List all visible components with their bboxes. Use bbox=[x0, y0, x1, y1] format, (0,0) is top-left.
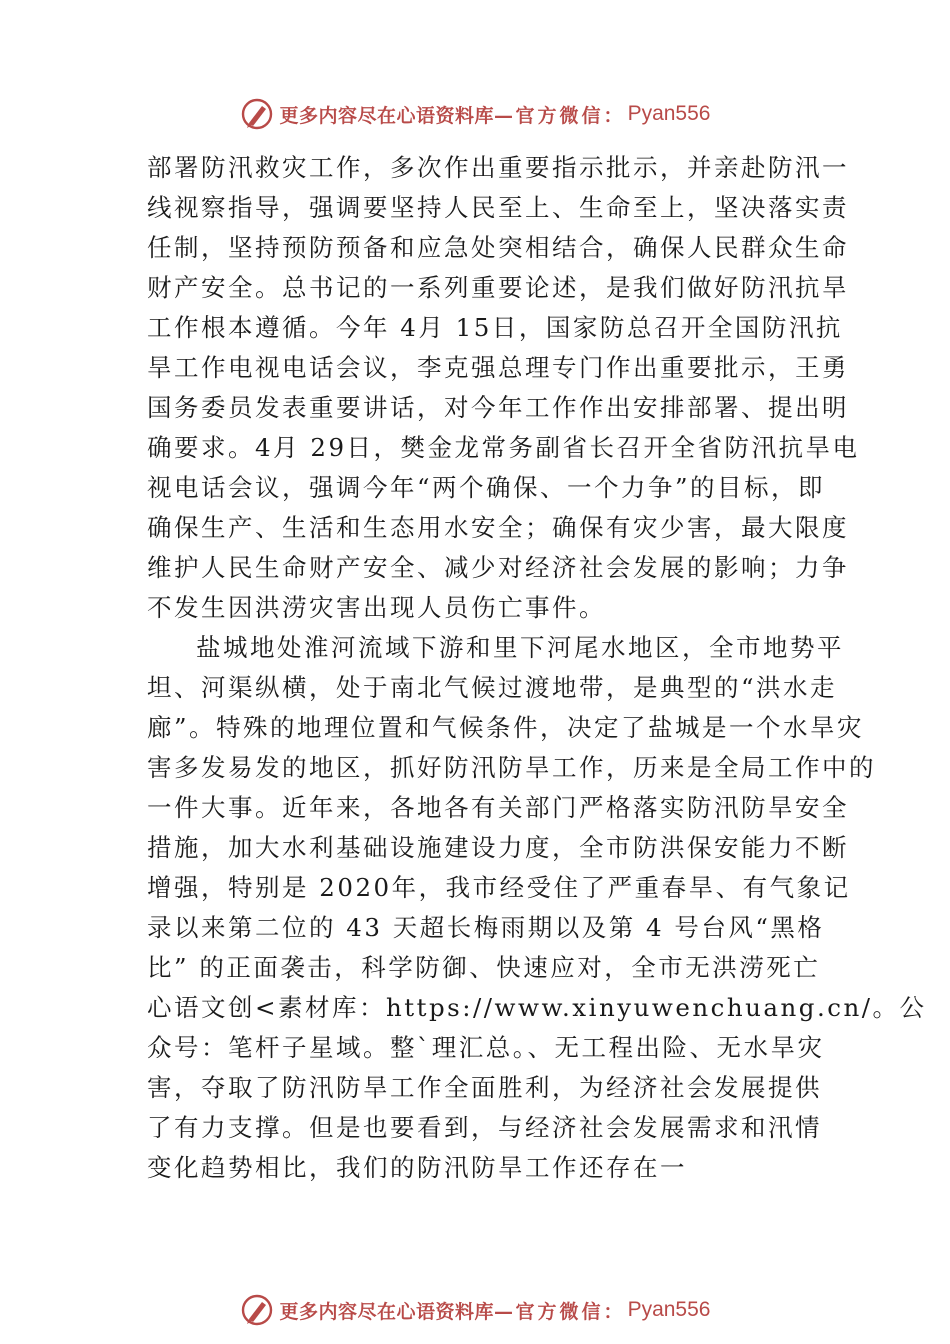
text-line: 坦、河渠纵横，处于南北气候过渡地带，是典型的“洪水走 bbox=[147, 673, 838, 702]
text-line: 措施，加大水利基础设施建设力度，全市防洪保安能力不断 bbox=[147, 833, 849, 862]
text-line: 视电话会议，强调今年“两个确保、一个力争”的目标，即 bbox=[147, 473, 826, 502]
banner-label: 官方微信： bbox=[515, 104, 626, 127]
text-line: 任制，坚持预防预备和应急处突相结合，确保人民群众生命 bbox=[147, 233, 849, 262]
text-line: 心语文创<素材库：https://www.xinyuwenchuang.cn/。公 bbox=[147, 993, 927, 1022]
text-line: 确要求。4月 29日，樊金龙常务副省长召开全省防汛抗旱电 bbox=[147, 433, 860, 462]
text-line: 害，夺取了防汛防旱工作全面胜利，为经济社会发展提供 bbox=[147, 1073, 822, 1102]
banner-text: 更多内容尽在心语资料库— bbox=[279, 104, 514, 127]
text-line: 增强，特别是 2020年，我市经受住了严重春旱、有气象记 bbox=[147, 873, 851, 902]
text-line: 线视察指导，强调要坚持人民至上、生命至上，坚决落实责 bbox=[147, 193, 849, 222]
text-line: 一件大事。近年来，各地各有关部门严格落实防汛防旱安全 bbox=[147, 793, 849, 822]
pen-logo-icon bbox=[240, 1293, 274, 1327]
banner-label: 官方微信： bbox=[515, 1300, 626, 1323]
text-line: 比” 的正面袭击，科学防御、快速应对，全市无洪涝死亡 bbox=[147, 953, 821, 982]
text-line: 害多发易发的地区，抓好防汛防旱工作，历来是全局工作中的 bbox=[147, 753, 876, 782]
banner-wechat-id: Pyan556 bbox=[627, 102, 711, 125]
text-line: 国务委员发表重要讲话，对今年工作作出安排部署、提出明 bbox=[147, 393, 849, 422]
text-line: 确保生产、生活和生态用水安全；确保有灾少害，最大限度 bbox=[147, 513, 849, 542]
text-line: 工作根本遵循。今年 4月 15日，国家防总召开全国防汛抗 bbox=[147, 313, 843, 342]
footer-watermark-banner bbox=[0, 1290, 950, 1330]
text-line: 廊”。特殊的地理位置和气候条件，决定了盐城是一个水旱灾 bbox=[147, 713, 865, 742]
text-line: 变化趋势相比，我们的防汛防旱工作还存在一 bbox=[147, 1153, 687, 1182]
header-watermark-banner bbox=[0, 94, 950, 134]
banner-wechat-id: Pyan556 bbox=[627, 1298, 711, 1321]
text-line: 维护人民生命财产安全、减少对经济社会发展的影响；力争 bbox=[147, 553, 849, 582]
pen-logo-icon bbox=[240, 97, 274, 131]
text-line: 了有力支撑。但是也要看到，与经济社会发展需求和汛情 bbox=[147, 1113, 822, 1142]
document-body bbox=[147, 148, 927, 1188]
text-line: 部署防汛救灾工作，多次作出重要指示批示，并亲赴防汛一 bbox=[147, 153, 849, 182]
banner-text: 更多内容尽在心语资料库— bbox=[279, 1300, 514, 1323]
text-line: 录以来第二位的 43 天超长梅雨期以及第 4 号台风“黑格 bbox=[147, 913, 825, 942]
text-line: 不发生因洪涝灾害出现人员伤亡事件。 bbox=[147, 593, 606, 622]
text-line: 旱工作电视电话会议，李克强总理专门作出重要批示，王勇 bbox=[147, 353, 849, 382]
text-line: 财产安全。总书记的一系列重要论述，是我们做好防汛抗旱 bbox=[147, 273, 849, 302]
paragraph-start-line: 盐城地处淮河流域下游和里下河尾水地区，全市地势平 bbox=[196, 633, 844, 662]
text-line: 众号：笔杆子星域。整`理汇总。、无工程出险、无水旱灾 bbox=[147, 1033, 825, 1062]
